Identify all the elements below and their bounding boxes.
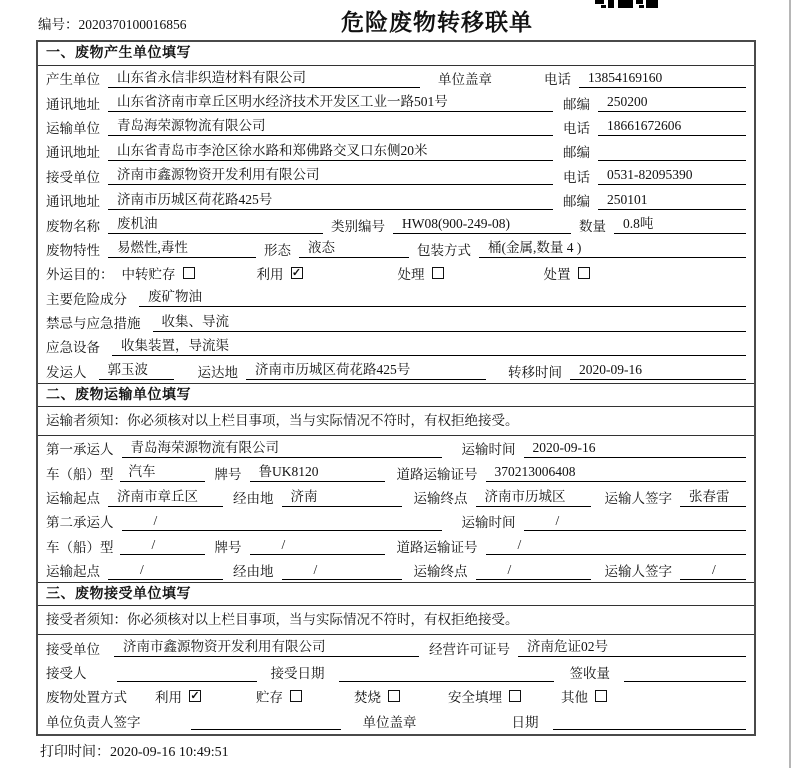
destination-label: 运达地 (197, 364, 238, 380)
characteristics-field: 易燃性,毒性 (108, 239, 256, 258)
disposal-incinerate-label: 焚烧 (354, 690, 381, 706)
purpose-transfer-storage-checkbox (183, 267, 195, 279)
head-signature-row (38, 709, 754, 733)
plate1-label: 牌号 (214, 466, 242, 482)
received-qty-label: 签收量 (569, 666, 610, 681)
transporter-phone-field: 18661672606 (598, 117, 746, 136)
via2-field: / (282, 561, 402, 580)
road-license1-label: 道路运输证号 (396, 466, 478, 482)
receiver-field: 济南市鑫源物资开发利用有限公司 (108, 166, 553, 185)
receiver-phone-field: 0531-82095390 (598, 166, 746, 185)
transport-time2-field: / (524, 512, 747, 531)
waste-name-label: 废物名称 (46, 218, 100, 234)
carrier-sign1-label: 运输人签字 (604, 491, 672, 507)
via1-label: 经由地 (233, 491, 274, 507)
hazard-component-field: 废矿物油 (139, 288, 746, 307)
receiver-zip-field: 250101 (598, 191, 746, 210)
category-code-field: HW08(900-249-08) (393, 215, 571, 234)
physical-form-label: 形态 (264, 242, 291, 258)
category-code-label: 类别编号 (331, 218, 385, 234)
producer-address-field: 山东省济南市章丘区明水经济技术开发区工业一路501号 (108, 93, 553, 112)
transporter-address-row (38, 139, 754, 163)
plate2-field: / (250, 536, 385, 555)
first-carrier-label: 第一承运人 (46, 442, 114, 458)
serial-label: 编号： (38, 17, 79, 32)
carrier-sign1-field: 张春雷 (680, 488, 746, 507)
print-time-label: 打印时间： (40, 745, 110, 760)
transporter-address-field: 山东省青岛市李沧区徐水路和郑佛路交叉口东侧20米 (108, 142, 553, 161)
quantity-field: 0.8吨 (614, 215, 746, 234)
section2-header: 二、废物运输单位填写 (38, 383, 754, 407)
producer-label: 产生单位 (46, 72, 100, 88)
vehicle1-row (38, 460, 754, 484)
transporter-notice: 运输者须知：你必须核对以上栏目事项，当与实际情况不符时，有权拒绝接受。 (38, 407, 754, 436)
acceptor-field (117, 663, 257, 682)
receiver-address-label: 通讯地址 (46, 194, 100, 210)
acceptor-row (38, 660, 754, 684)
print-time (40, 741, 229, 761)
plate2-label: 牌号 (214, 539, 242, 555)
disposal-storage-label: 贮存 (256, 690, 283, 706)
producer-phone-label: 电话 (544, 72, 571, 88)
print-time-value: 2020-09-16 10:49:51 (110, 745, 229, 760)
unit-seal-label: 单位盖章 (438, 72, 492, 88)
precautions-field: 收集、导流 (153, 313, 747, 332)
disposal-utilize-label: 利用 (155, 690, 182, 706)
head-sign-field (191, 711, 341, 730)
accept-unit-field: 济南市鑫源物资开发利用有限公司 (114, 638, 419, 657)
end2-label: 运输终点 (413, 564, 468, 580)
producer-address-row (38, 90, 754, 114)
origin1-field: 济南市章丘区 (108, 488, 223, 507)
characteristics-label: 废物特性 (46, 242, 100, 258)
physical-form-field: 液态 (299, 239, 409, 258)
transporter-zip-field (598, 142, 746, 161)
emergency-equipment-label: 应急设备 (46, 340, 100, 356)
vehicle-type2-field: / (120, 536, 205, 555)
manifest-form-table (36, 40, 756, 736)
route1-row (38, 485, 754, 509)
transporter-row (38, 115, 754, 139)
disposal-landfill-label: 安全填埋 (448, 690, 502, 706)
consignor-row (38, 359, 754, 383)
purpose-treat-label: 处理 (397, 267, 425, 283)
section1-header: 一、废物产生单位填写 (38, 42, 754, 66)
receiver-zip-label: 邮编 (563, 194, 590, 210)
head-sign-label: 单位负责人签字 (46, 714, 141, 730)
origin2-field: / (108, 561, 223, 580)
disposal-method-label: 废物处置方式 (46, 690, 127, 706)
precautions-label: 禁忌与应急措施 (46, 316, 141, 332)
origin1-label: 运输起点 (46, 491, 100, 507)
purpose-dispose-label: 处置 (543, 267, 571, 283)
accept-unit-label: 接受单位 (46, 641, 100, 657)
transporter-field: 青岛海荣源物流有限公司 (108, 117, 553, 136)
receiver-row (38, 164, 754, 188)
road-license2-label: 道路运输证号 (396, 539, 478, 555)
purpose-dispose-checkbox (578, 267, 590, 279)
purpose-treat-checkbox (432, 267, 444, 279)
permit-label: 经营许可证号 (429, 641, 510, 657)
serial-value: 2020370100016856 (78, 17, 187, 32)
road-license2-field: / (486, 536, 747, 555)
producer-field: 山东省永信非织造材料有限公司 (108, 69, 420, 88)
disposal-storage-checkbox (290, 690, 302, 702)
producer-zip-label: 邮编 (563, 96, 590, 112)
destination-field: 济南市历城区荷花路425号 (246, 361, 486, 380)
scrollbar[interactable] (789, 0, 791, 768)
vehicle-type1-label: 车（船）型 (46, 466, 114, 482)
consignor-field: 郭玉波 (99, 361, 174, 380)
receiver-notice: 接受者须知：你必须核对以上栏目事项，当与实际情况不符时，有权拒绝接受。 (38, 606, 754, 635)
receiver-address-row (38, 188, 754, 212)
transport-time1-field: 2020-09-16 (524, 439, 747, 458)
page-title: 危险废物转移联单 (341, 10, 533, 35)
road-license1-field: 370213006408 (486, 463, 747, 482)
second-carrier-label: 第二承运人 (46, 515, 114, 531)
accept-date-field (339, 663, 554, 682)
purpose-utilize-label: 利用 (256, 267, 284, 283)
end1-field: 济南市历城区 (476, 488, 591, 507)
serial-number (38, 13, 187, 33)
vehicle2-row (38, 534, 754, 558)
second-carrier-row (38, 509, 754, 533)
disposal-incinerate-checkbox (388, 690, 400, 702)
vehicle-type2-label: 车（船）型 (46, 539, 114, 555)
transport-purpose-row (38, 261, 754, 285)
date-field (553, 711, 747, 730)
purpose-transfer-storage-label: 中转贮存 (121, 267, 176, 283)
waste-name-field: 废机油 (108, 215, 323, 234)
disposal-other-label: 其他 (561, 690, 588, 706)
precautions-row (38, 310, 754, 334)
via2-label: 经由地 (233, 564, 274, 580)
disposal-landfill-checkbox (509, 690, 521, 702)
transporter-phone-label: 电话 (563, 120, 590, 136)
disposal-method-row (38, 684, 754, 708)
producer-zip-field: 250200 (598, 93, 746, 112)
first-carrier-field: 青岛海荣源物流有限公司 (122, 439, 442, 458)
transporter-zip-label: 邮编 (563, 145, 590, 161)
hazard-component-row (38, 286, 754, 310)
date-label: 日期 (511, 714, 539, 730)
via1-field: 济南 (282, 488, 402, 507)
origin2-label: 运输起点 (46, 564, 100, 580)
receiver-label: 接受单位 (46, 169, 100, 185)
emergency-equipment-row (38, 334, 754, 358)
emergency-equipment-field: 收集装置，导流渠 (112, 337, 746, 356)
section3-header: 三、废物接受单位填写 (38, 582, 754, 606)
first-carrier-row (38, 436, 754, 460)
packaging-label: 包装方式 (417, 242, 471, 258)
plate1-field: 鲁UK8120 (250, 463, 385, 482)
producer-phone-field: 13854169160 (579, 69, 746, 88)
acceptor-label: 接受人 (46, 666, 87, 681)
end1-label: 运输终点 (413, 491, 468, 507)
waste-name-row (38, 212, 754, 236)
quantity-label: 数量 (579, 218, 606, 234)
carrier-sign2-field: / (680, 561, 746, 580)
accept-date-label: 接受日期 (270, 666, 325, 681)
route2-row (38, 558, 754, 582)
second-carrier-field: / (122, 512, 442, 531)
consignor-label: 发运人 (46, 364, 87, 380)
disposal-other-checkbox (595, 690, 607, 702)
permit-field: 济南危证02号 (518, 638, 746, 657)
transporter-label: 运输单位 (46, 120, 100, 136)
producer-address-label: 通讯地址 (46, 96, 100, 112)
producer-row (38, 66, 754, 90)
transport-time1-label: 运输时间 (461, 442, 516, 458)
packaging-field: 桶(金属,数量 4 ) (479, 239, 746, 258)
receiver-address-field: 济南市历城区荷花路425号 (108, 191, 553, 210)
purpose-utilize-checkbox: ✓ (291, 267, 302, 280)
end2-field: / (476, 561, 591, 580)
transporter-address-label: 通讯地址 (46, 145, 100, 161)
purpose-label: 外运目的： (46, 267, 114, 283)
transfer-time-label: 转移时间 (508, 364, 562, 380)
carrier-sign2-label: 运输人签字 (604, 564, 672, 580)
transfer-time-field: 2020-09-16 (570, 361, 746, 380)
receiver-phone-label: 电话 (563, 169, 590, 185)
disposal-utilize-checkbox: ✓ (190, 690, 200, 703)
accept-unit-row (38, 635, 754, 659)
hazard-component-label: 主要危险成分 (46, 291, 127, 307)
receiver-seal-label: 单位盖章 (362, 714, 417, 730)
qr-code-partial-icon (595, 0, 658, 8)
transport-time2-label: 运输时间 (461, 515, 516, 531)
vehicle-type1-field: 汽车 (120, 463, 205, 482)
document-header (0, 0, 796, 40)
received-qty-field (624, 663, 746, 682)
waste-characteristics-row (38, 237, 754, 261)
